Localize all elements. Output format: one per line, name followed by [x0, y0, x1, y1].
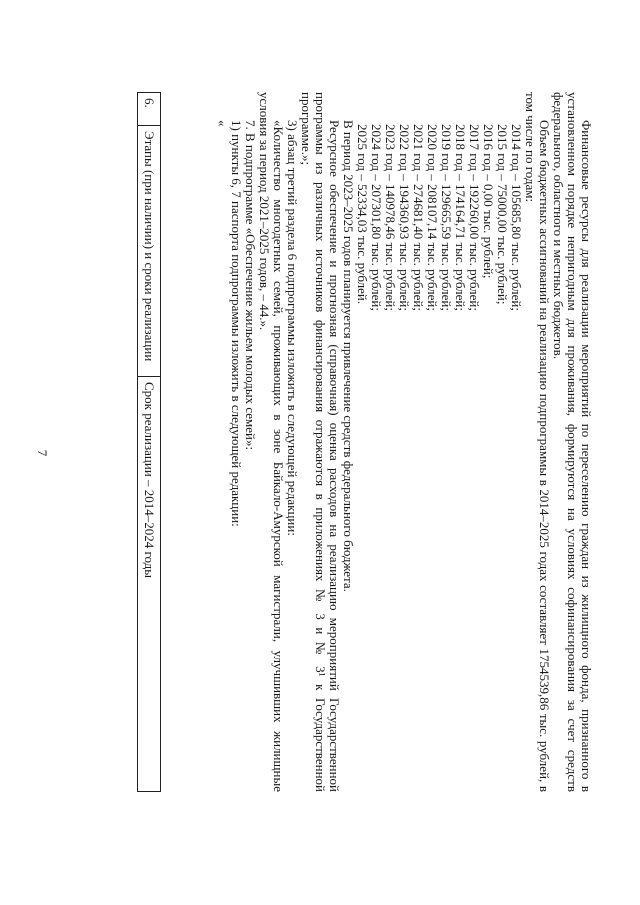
- paragraph-financial-resources: Финансовые ресурсы для реализации мероприятий по переселению граждан из жилищного фонда, признанного в установленном порядке непригодным для проживания, формируются на условиях софинансирования за счет средств федерального, областного и местных бюджетов.: [551, 92, 594, 792]
- year-item: 2023 год – 140978,46 тыс. рублей;: [383, 124, 398, 311]
- paragraph-section-six: 3) абзац третий раздела 6 подпрограммы изложить в следующей редакции:: [285, 120, 300, 536]
- year-item: 2021 год – 274681,40 тыс. рублей;: [411, 124, 426, 311]
- year-item: 2020 год – 208107,14 тыс. рублей;: [425, 124, 440, 311]
- passport-table: [137, 92, 161, 792]
- paragraph-passport-points: 1) пункты 6, 7 паспорта подпрограммы изложить в следующей редакции:: [229, 120, 244, 527]
- table-row-value: Срок реализации – 2014–2024 годы: [138, 377, 161, 792]
- table-row-label: Этапы (при наличии) и сроки реализации: [138, 126, 161, 377]
- table-row: [138, 93, 161, 792]
- paragraph-resource-assessment: Ресурсное обеспечение и прогнозная (справочная) оценка расходов на реализацию мероприятий Государственной программы из различных источников финансирования отражаются в приложениях № 3 и № 3¹ к Государственной программе.»;: [299, 92, 342, 792]
- opening-quote: «: [215, 120, 230, 127]
- rotated-page-content: [123, 92, 593, 792]
- paragraph-federal-budget: В период 2023–2025 годов планируется привлечение средств федерального бюджета.: [341, 120, 356, 592]
- paragraph-budget-volume: Объем бюджетных ассигнований на реализацию подпрограммы в 2014–2025 годах составляет 1754539,86 тыс. рублей, в том числе по годам:: [523, 92, 552, 792]
- year-item: 2018 год – 174164,71 тыс. рублей;: [453, 124, 468, 311]
- year-list: [355, 92, 523, 792]
- year-item: 2015 год – 75000,00 тыс. рублей;: [495, 124, 510, 305]
- year-item: 2017 год – 192260,00 тыс. рублей;: [467, 124, 482, 311]
- year-item: 2019 год – 129665,59 тыс. рублей;: [439, 124, 454, 311]
- table-row-number: 6.: [138, 93, 161, 126]
- year-item: 2022 год – 194360,93 тыс. рублей;: [397, 124, 412, 311]
- page-number: 7: [35, 449, 50, 457]
- document-body: [215, 92, 593, 792]
- year-item: 2025 год – 52334,03 тыс. рублей.: [355, 124, 370, 305]
- paragraph-young-families: 7. В подпрограмме «Обеспечение жильем молодых семей»:: [243, 120, 258, 451]
- year-item: 2016 год – 0,00 тыс. рублей;: [481, 124, 496, 279]
- paragraph-large-families: «Количество многодетных семей, проживающих в зоне Байкало-Амурской магистрали, улучшивших жилищные условия за период 2021–2025 годов, – 44.».: [257, 92, 286, 792]
- year-item: 2014 год – 105685,80 тыс. рублей;: [509, 124, 524, 311]
- year-item: 2024 год – 207301,80 тыс. рублей;: [369, 124, 384, 311]
